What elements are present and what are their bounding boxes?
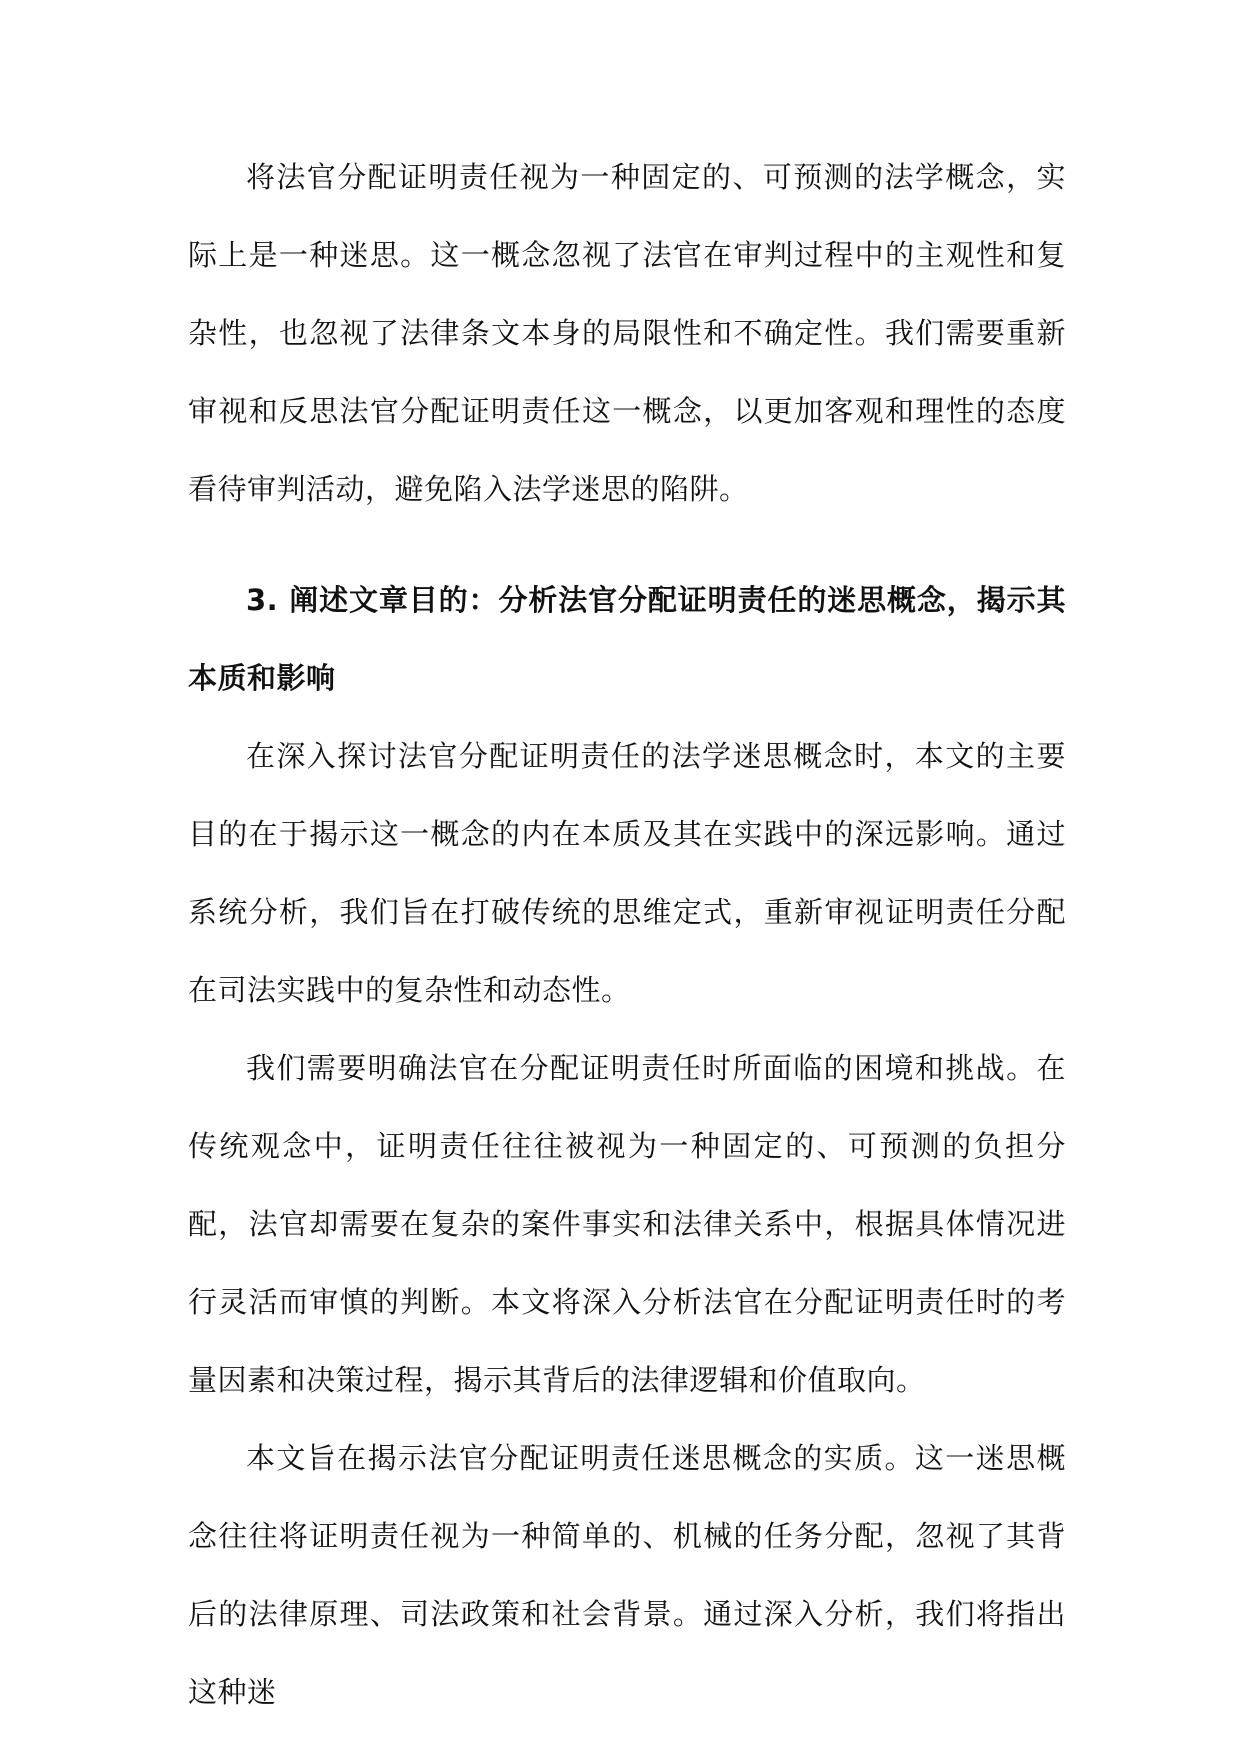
paragraph-purpose: 在深入探讨法官分配证明责任的法学迷思概念时，本文的主要目的在于揭示这一概念的内在本质及其在实践中的深远影响。通过系统分析，我们旨在打破传统的思维定式，重新审视证明责任分配在司法实践中的复杂性和动态性。 [188, 739, 1066, 1007]
paragraph-myth-concept: 将法官分配证明责任视为一种固定的、可预测的法学概念，实际上是一种迷思。这一概念忽视了法官在审判过程中的主观性和复杂性，也忽视了法律条文本身的局限性和不确定性。我们需要重新审视和反思法官分配证明责任这一概念，以更加客观和理性的态度看待审判活动，避免陷入法学迷思的陷阱。 [188, 160, 1066, 506]
document-body [188, 138, 1066, 1731]
section-heading-text: 阐述文章目的：分析法官分配证明责任的迷思概念，揭示其本质和影响 [188, 583, 1066, 695]
section-heading-number: 3. [246, 583, 279, 617]
paragraph-essence: 本文旨在揭示法官分配证明责任迷思概念的实质。这一迷思概念往往将证明责任视为一种简单的、机械的任务分配，忽视了其背后的法律原理、司法政策和社会背景。通过深入分析，我们将指出这种迷 [188, 1441, 1066, 1709]
paragraph-judge-dilemma: 我们需要明确法官在分配证明责任时所面临的困境和挑战。在传统观念中，证明责任往往被视为一种固定的、可预测的负担分配，法官却需要在复杂的案件事实和法律关系中，根据具体情况进行灵活而审慎的判断。本文将深入分析法官在分配证明责任时的考量因素和决策过程，揭示其背后的法律逻辑和价值取向。 [188, 1051, 1066, 1397]
section-heading [188, 561, 1066, 717]
